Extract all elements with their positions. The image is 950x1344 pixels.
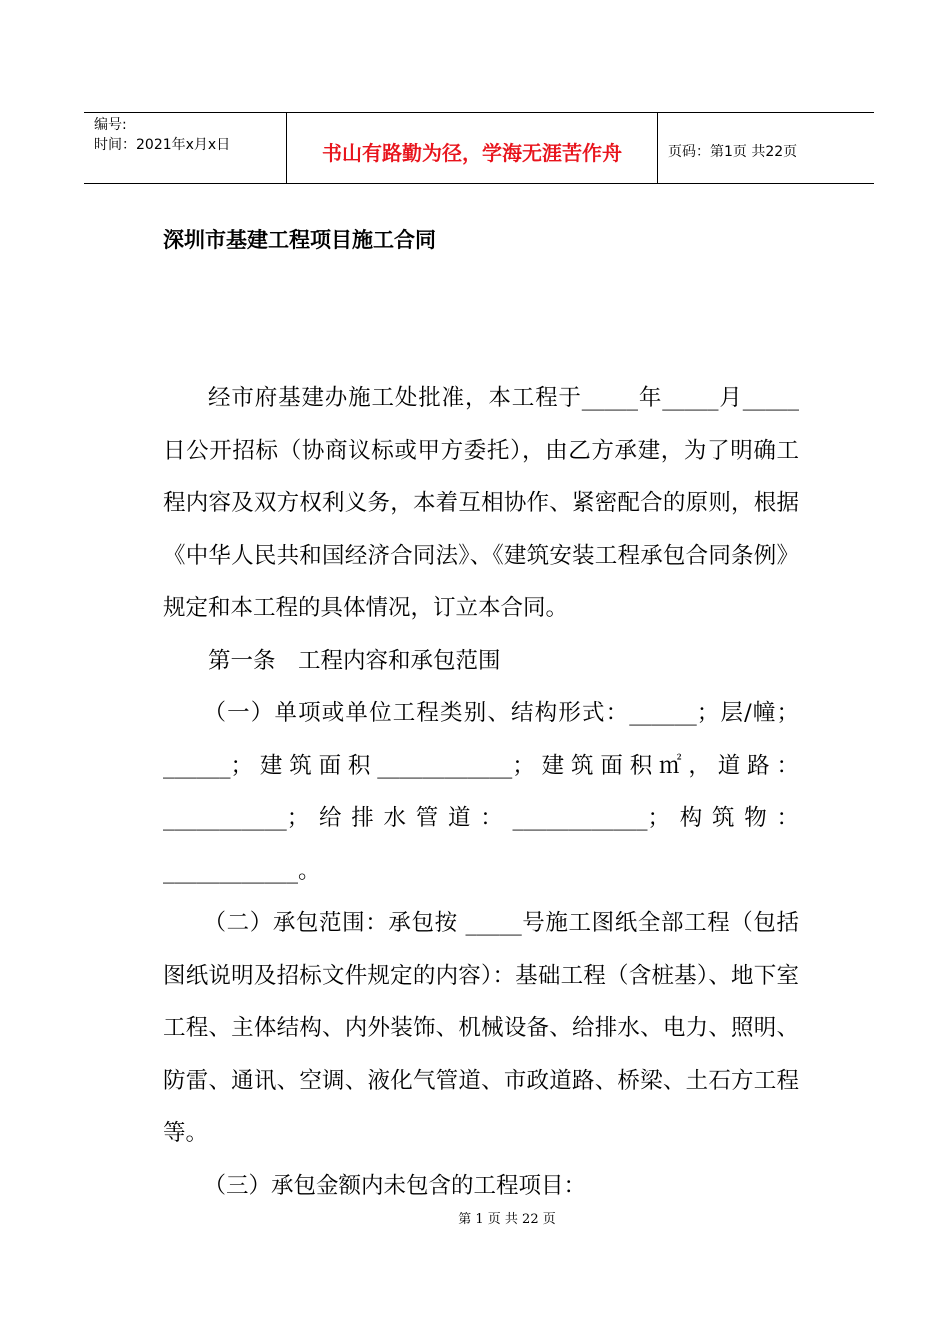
header-motto-cell (286, 113, 658, 183)
motto-text: 书山有路勤为径，学海无涯苦作舟 (322, 140, 622, 165)
code-label: 编号: (94, 117, 127, 133)
date-label: 时间：2021年x月x日 (94, 137, 231, 153)
document-body (163, 372, 799, 1212)
header-left-cell (84, 113, 286, 183)
paragraph-intro: 经市府基建办施工处批准，本工程于_____年_____月_____日公开招标（协商议标或甲方委托），由乙方承建，为了明确工程内容及双方权利义务，本着互相协作、紧密配合的原则，根据《中华人民共和国经济合同法》、《建筑安装工程承包合同条例》规定和本工程的具体情况，订立本合同。 (163, 385, 799, 621)
article-heading: 第一条 工程内容和承包范围 (208, 647, 501, 674)
header-table (84, 112, 874, 184)
page-footer: 第 1 页 共 22 页 (458, 1212, 556, 1227)
header-page-cell (658, 113, 874, 183)
paragraph-item-1: （一）单项或单位工程类别、结构形式：______；层/幢；______；建筑面积____________；建筑面积㎡，道路：___________；给排水管道：____________；构筑物：____________。 (163, 700, 799, 884)
paragraph-item-3: （三）承包金额内未包含的工程项目： (203, 1172, 587, 1199)
paragraph-item-2: （二）承包范围：承包按 _____号施工图纸全部工程（包括图纸说明及招标文件规定的内容）：基础工程（含桩基）、地下室工程、主体结构、内外装饰、机械设备、给排水、电力、照明、防雷、通讯、空调、液化气管道、市政道路、桥梁、土石方工程等。 (163, 910, 799, 1146)
document-title: 深圳市基建工程项目施工合同 (163, 228, 436, 252)
page-label: 页码：第1页 共22页 (668, 144, 798, 160)
